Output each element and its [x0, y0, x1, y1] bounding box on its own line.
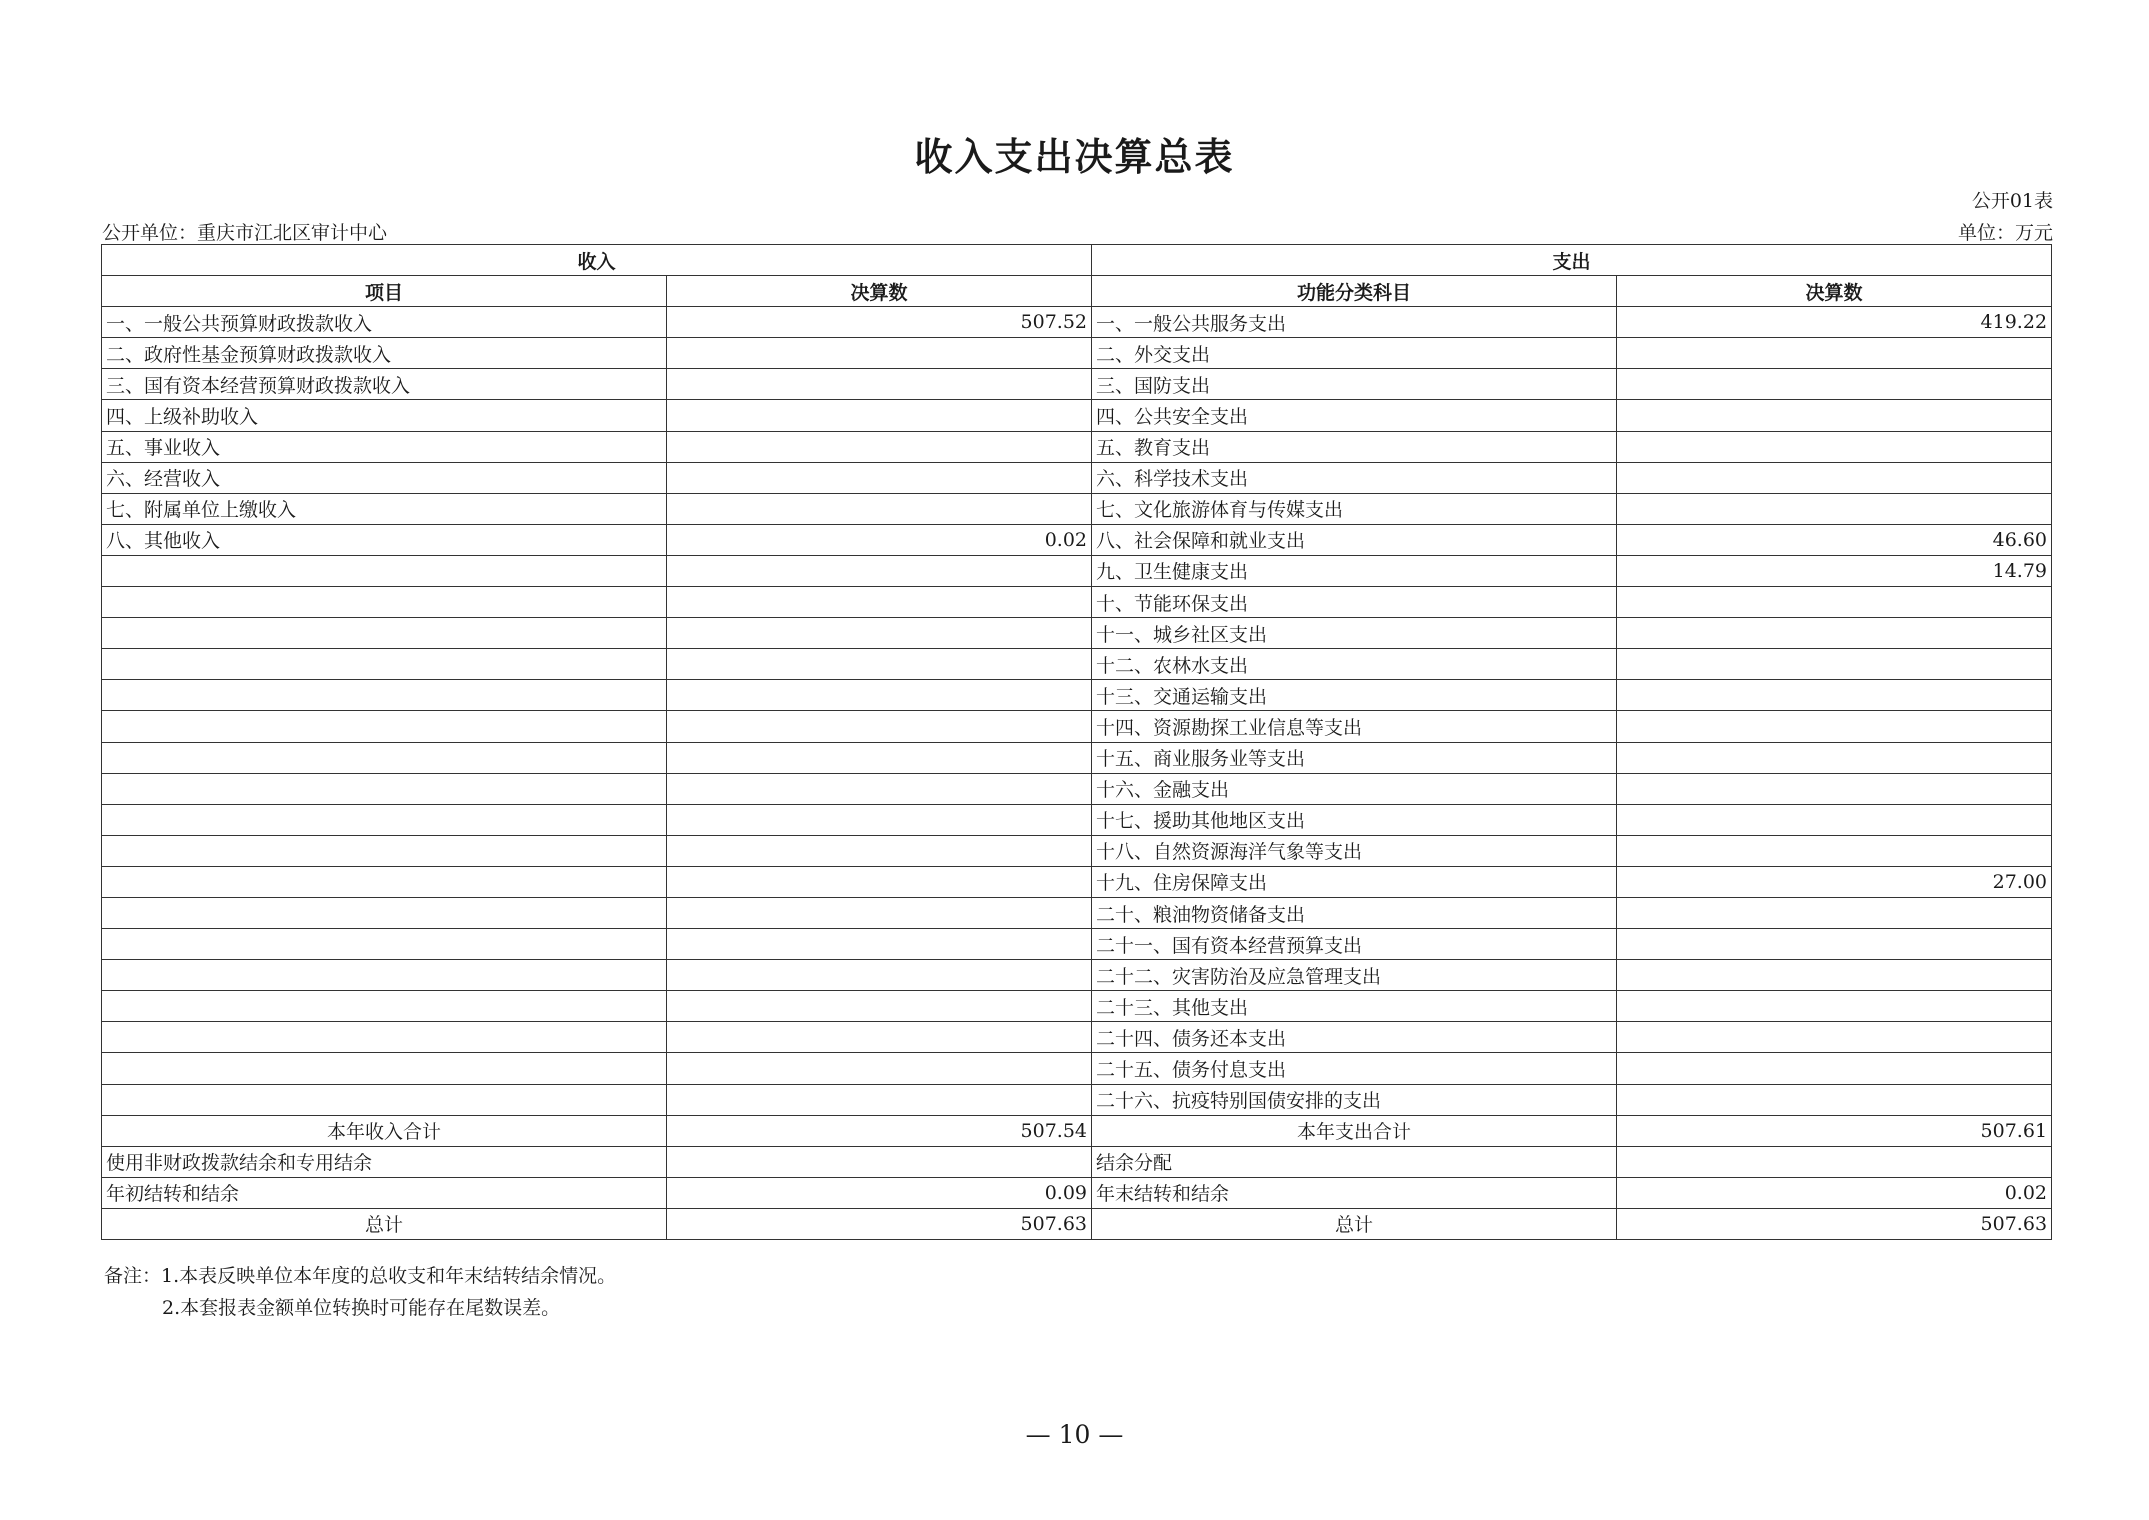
income-amount-cell [667, 338, 1092, 369]
expense-item-cell: 九、卫生健康支出 [1092, 555, 1617, 586]
table-row [102, 618, 2052, 649]
expense-amount-cell [1617, 742, 2052, 773]
income-item-cell [102, 866, 667, 897]
expense-item-cell: 二十一、国有资本经营预算支出 [1092, 929, 1617, 960]
expense-item-cell: 十五、商业服务业等支出 [1092, 742, 1617, 773]
table-row [102, 369, 2052, 400]
expense-amount-cell [1617, 462, 2052, 493]
expense-item-cell: 二十四、债务还本支出 [1092, 1022, 1617, 1053]
table-row [102, 307, 2052, 338]
expense-item-cell: 十、节能环保支出 [1092, 587, 1617, 618]
income-amount-cell [667, 462, 1092, 493]
table-row [102, 929, 2052, 960]
expense-amount-cell [1617, 649, 2052, 680]
expense-item-cell: 二、外交支出 [1092, 338, 1617, 369]
form-number: 公开01表 [1971, 190, 2053, 212]
income-amount-cell [667, 649, 1092, 680]
income-item-cell: 六、经营收入 [102, 462, 667, 493]
table-row [102, 866, 2052, 897]
column-header-row [102, 276, 2052, 307]
expense-amount-cell [1617, 804, 2052, 835]
expense-item-cell: 十七、援助其他地区支出 [1092, 804, 1617, 835]
reporting-unit: 公开单位：重庆市江北区审计中心 [102, 222, 388, 244]
table-row [102, 991, 2052, 1022]
income-header: 收入 [102, 245, 1092, 276]
income-item-cell [102, 1084, 667, 1115]
income-item-cell [102, 555, 667, 586]
table-row [102, 1146, 2052, 1177]
expense-item-cell: 三、国防支出 [1092, 369, 1617, 400]
income-amount-cell [667, 773, 1092, 804]
expense-amount-cell [1617, 587, 2052, 618]
income-amount-cell [667, 991, 1092, 1022]
expense-item-cell: 十三、交通运输支出 [1092, 680, 1617, 711]
expense-item-cell: 十九、住房保障支出 [1092, 866, 1617, 897]
table-row [102, 524, 2052, 555]
expense-item-cell: 六、科学技术支出 [1092, 462, 1617, 493]
expense-amount-cell: 507.63 [1617, 1208, 2052, 1239]
table-row [102, 680, 2052, 711]
income-amount-cell: 507.52 [667, 307, 1092, 338]
table-row [102, 1022, 2052, 1053]
income-amount-cell [667, 1053, 1092, 1084]
income-item-cell [102, 960, 667, 991]
amount-header-expense: 决算数 [1617, 276, 2052, 307]
amount-header: 决算数 [667, 276, 1092, 307]
expense-item-cell: 四、公共安全支出 [1092, 400, 1617, 431]
income-amount-cell [667, 369, 1092, 400]
income-amount-cell [667, 742, 1092, 773]
budget-table [101, 244, 2052, 1240]
expense-item-cell: 结余分配 [1092, 1146, 1617, 1177]
income-amount-cell [667, 866, 1092, 897]
table-row [102, 649, 2052, 680]
income-item-cell [102, 680, 667, 711]
expense-item-cell: 八、社会保障和就业支出 [1092, 524, 1617, 555]
income-amount-cell [667, 555, 1092, 586]
table-row [102, 711, 2052, 742]
income-amount-cell [667, 804, 1092, 835]
total-row [102, 1115, 2052, 1146]
expense-item-cell: 总计 [1092, 1208, 1617, 1239]
income-amount-cell [667, 587, 1092, 618]
expense-amount-cell [1617, 835, 2052, 866]
section-header-row [102, 245, 2052, 276]
income-amount-cell: 507.54 [667, 1115, 1092, 1146]
income-amount-cell [667, 680, 1092, 711]
income-amount-cell: 0.09 [667, 1177, 1092, 1208]
expense-amount-cell [1617, 773, 2052, 804]
expense-item-cell: 二十六、抗疫特别国债安排的支出 [1092, 1084, 1617, 1115]
table-row [102, 773, 2052, 804]
expense-item-cell: 十二、农林水支出 [1092, 649, 1617, 680]
expense-item-cell: 本年支出合计 [1092, 1115, 1617, 1146]
expense-item-cell: 五、教育支出 [1092, 431, 1617, 462]
income-item-cell [102, 711, 667, 742]
income-amount-cell [667, 835, 1092, 866]
table-row [102, 462, 2052, 493]
table-row [102, 587, 2052, 618]
expense-amount-cell: 0.02 [1617, 1177, 2052, 1208]
income-item-cell: 五、事业收入 [102, 431, 667, 462]
income-item-cell: 七、附属单位上缴收入 [102, 493, 667, 524]
income-item-cell [102, 1053, 667, 1084]
income-amount-cell [667, 960, 1092, 991]
note-2: 2.本套报表金额单位转换时可能存在尾数误差。 [162, 1297, 561, 1319]
income-amount-cell [667, 1146, 1092, 1177]
income-item-cell [102, 929, 667, 960]
expense-amount-cell: 507.61 [1617, 1115, 2052, 1146]
income-item-cell [102, 804, 667, 835]
expense-item-cell: 十六、金融支出 [1092, 773, 1617, 804]
expense-item-cell: 七、文化旅游体育与传媒支出 [1092, 493, 1617, 524]
income-item-cell: 一、一般公共预算财政拨款收入 [102, 307, 667, 338]
expense-amount-cell [1617, 960, 2052, 991]
expense-amount-cell [1617, 929, 2052, 960]
expense-amount-cell [1617, 711, 2052, 742]
income-item-cell: 总计 [102, 1208, 667, 1239]
expense-amount-cell [1617, 1053, 2052, 1084]
expense-item-cell: 十一、城乡社区支出 [1092, 618, 1617, 649]
income-amount-cell [667, 1022, 1092, 1053]
expense-amount-cell [1617, 897, 2052, 928]
expense-amount-cell [1617, 369, 2052, 400]
expense-amount-cell [1617, 400, 2052, 431]
income-item-cell: 八、其他收入 [102, 524, 667, 555]
income-item-cell [102, 742, 667, 773]
expense-amount-cell [1617, 338, 2052, 369]
income-item-cell: 年初结转和结余 [102, 1177, 667, 1208]
income-amount-cell: 0.02 [667, 524, 1092, 555]
income-item-cell [102, 897, 667, 928]
expense-item-cell: 二十三、其他支出 [1092, 991, 1617, 1022]
function-item-header: 功能分类科目 [1092, 276, 1617, 307]
table-row [102, 493, 2052, 524]
income-amount-cell [667, 431, 1092, 462]
table-row [102, 1053, 2052, 1084]
expense-item-cell: 十四、资源勘探工业信息等支出 [1092, 711, 1617, 742]
expense-amount-cell: 46.60 [1617, 524, 2052, 555]
income-item-cell: 使用非财政拨款结余和专用结余 [102, 1146, 667, 1177]
item-header: 项目 [102, 276, 667, 307]
expense-amount-cell [1617, 991, 2052, 1022]
total-row [102, 1208, 2052, 1239]
income-item-cell [102, 618, 667, 649]
expense-item-cell: 二十五、债务付息支出 [1092, 1053, 1617, 1084]
income-item-cell [102, 835, 667, 866]
table-row [102, 960, 2052, 991]
income-item-cell [102, 587, 667, 618]
currency-unit: 单位：万元 [1957, 222, 2053, 244]
income-item-cell [102, 649, 667, 680]
page-number: — 10 — [1025, 1420, 1124, 1449]
page-title: 收入支出决算总表 [914, 134, 1235, 179]
expense-amount-cell [1617, 1146, 2052, 1177]
notes [104, 1260, 616, 1324]
expense-amount-cell: 419.22 [1617, 307, 2052, 338]
expense-amount-cell [1617, 1084, 2052, 1115]
table-row [102, 338, 2052, 369]
table-row [102, 804, 2052, 835]
table-row [102, 555, 2052, 586]
table-row [102, 400, 2052, 431]
expense-amount-cell: 14.79 [1617, 555, 2052, 586]
expense-item-cell: 一、一般公共服务支出 [1092, 307, 1617, 338]
table-row [102, 1177, 2052, 1208]
note-1: 备注：1.本表反映单位本年度的总收支和年末结转结余情况。 [104, 1265, 617, 1287]
expense-item-cell: 年末结转和结余 [1092, 1177, 1617, 1208]
income-item-cell [102, 991, 667, 1022]
expense-amount-cell [1617, 431, 2052, 462]
expense-amount-cell [1617, 680, 2052, 711]
expense-item-cell: 二十二、灾害防治及应急管理支出 [1092, 960, 1617, 991]
expense-item-cell: 二十、粮油物资储备支出 [1092, 897, 1617, 928]
table-row [102, 835, 2052, 866]
income-item-cell [102, 1022, 667, 1053]
income-amount-cell [667, 493, 1092, 524]
table-row [102, 742, 2052, 773]
expense-amount-cell [1617, 1022, 2052, 1053]
income-item-cell: 三、国有资本经营预算财政拨款收入 [102, 369, 667, 400]
income-amount-cell [667, 929, 1092, 960]
income-amount-cell [667, 618, 1092, 649]
expense-item-cell: 十八、自然资源海洋气象等支出 [1092, 835, 1617, 866]
table-row [102, 1084, 2052, 1115]
income-amount-cell [667, 1084, 1092, 1115]
income-amount-cell [667, 400, 1092, 431]
expense-amount-cell: 27.00 [1617, 866, 2052, 897]
table-row [102, 431, 2052, 462]
income-amount-cell: 507.63 [667, 1208, 1092, 1239]
expense-header: 支出 [1092, 245, 2052, 276]
income-amount-cell [667, 897, 1092, 928]
expense-amount-cell [1617, 618, 2052, 649]
income-amount-cell [667, 711, 1092, 742]
expense-amount-cell [1617, 493, 2052, 524]
income-item-cell [102, 773, 667, 804]
income-item-cell: 二、政府性基金预算财政拨款收入 [102, 338, 667, 369]
table-row [102, 897, 2052, 928]
income-item-cell: 本年收入合计 [102, 1115, 667, 1146]
income-item-cell: 四、上级补助收入 [102, 400, 667, 431]
